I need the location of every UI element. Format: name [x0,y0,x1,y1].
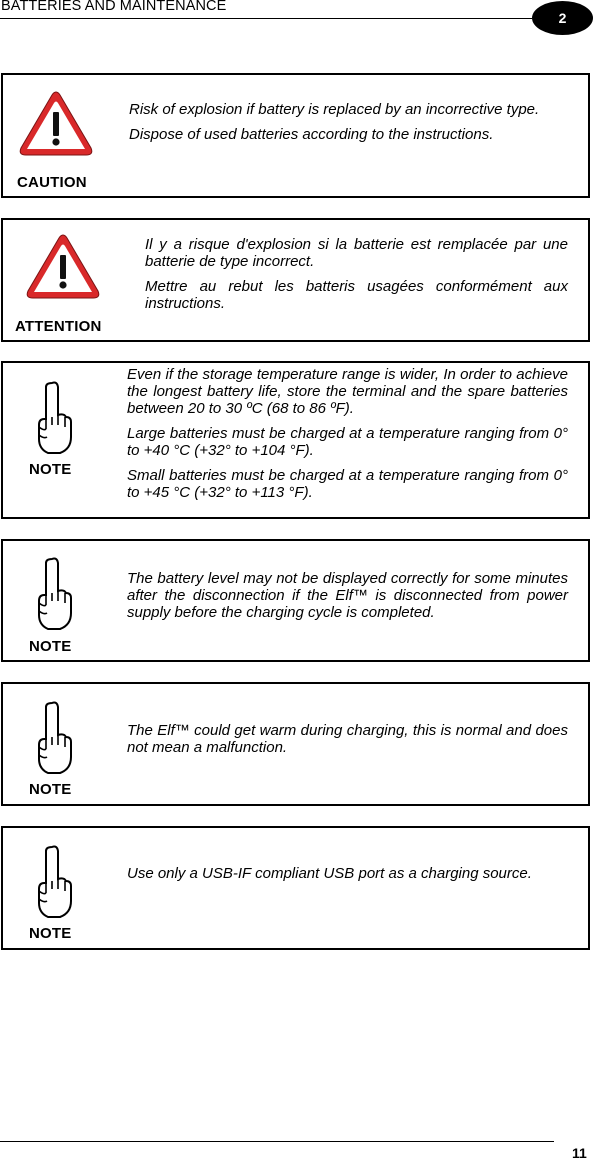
pointing-hand-icon [34,381,74,455]
notice-body [145,236,568,312]
pointing-hand-icon [34,557,74,631]
notice-paragraph: Mettre au rebut les batteris usagées conformément aux instructions. [145,278,568,312]
attention-box [1,218,590,342]
notice-body [127,570,568,621]
pointing-hand-icon [34,701,74,775]
header-divider [0,18,532,19]
notice-paragraph: Dispose of used batteries according to the instructions. [129,126,494,143]
notice-paragraph: Il y a risque d'explosion si la batterie est remplacée par une batterie de type incorrect. [145,236,568,270]
running-header-title: BATTERIES AND MAINTENANCE [1,0,227,14]
notice-paragraph: Even if the storage temperature range is wider, In order to achieve the longest battery life, store the terminal and the spare batteries between 20 to 30 ºC (68 to 86 ºF). [127,366,568,417]
chapter-badge: 2 [532,1,593,35]
notice-label: ATTENTION [15,318,102,335]
notice-body [129,101,568,143]
notice-paragraph: The Elf™ could get warm during charging, this is normal and does not mean a malfunction. [127,722,568,756]
pointing-hand-icon [34,845,74,919]
notice-paragraph: Use only a USB-IF compliant USB port as a charging source. [127,865,532,882]
note-box [1,539,590,662]
footer-divider [0,1141,554,1142]
notice-paragraph: Risk of explosion if battery is replaced by an incorrective type. [129,101,540,118]
note-box [1,826,590,950]
notice-body [127,366,568,501]
notice-paragraph: Large batteries must be charged at a temperature ranging from 0° to +40 °C (+32° to +104 °F). [127,425,568,459]
notice-body [127,865,568,882]
note-box [1,361,590,519]
warning-triangle-icon [18,89,94,159]
warning-triangle-icon [25,232,101,302]
page-number: 11 [572,1145,587,1161]
notice-label: NOTE [29,638,72,655]
notice-label: NOTE [29,925,72,942]
caution-box [1,73,590,198]
notice-body [127,722,568,756]
notice-paragraph: The battery level may not be displayed correctly for some minutes after the disconnection if the Elf™ is disconnected from power supply before the charging cycle is completed. [127,570,568,621]
notice-paragraph: Small batteries must be charged at a temperature ranging from 0° to +45 °C (+32° to +113 °F). [127,467,568,501]
note-box [1,682,590,806]
notice-label: NOTE [29,781,72,798]
notice-label: CAUTION [17,174,87,191]
notice-label: NOTE [29,461,72,478]
